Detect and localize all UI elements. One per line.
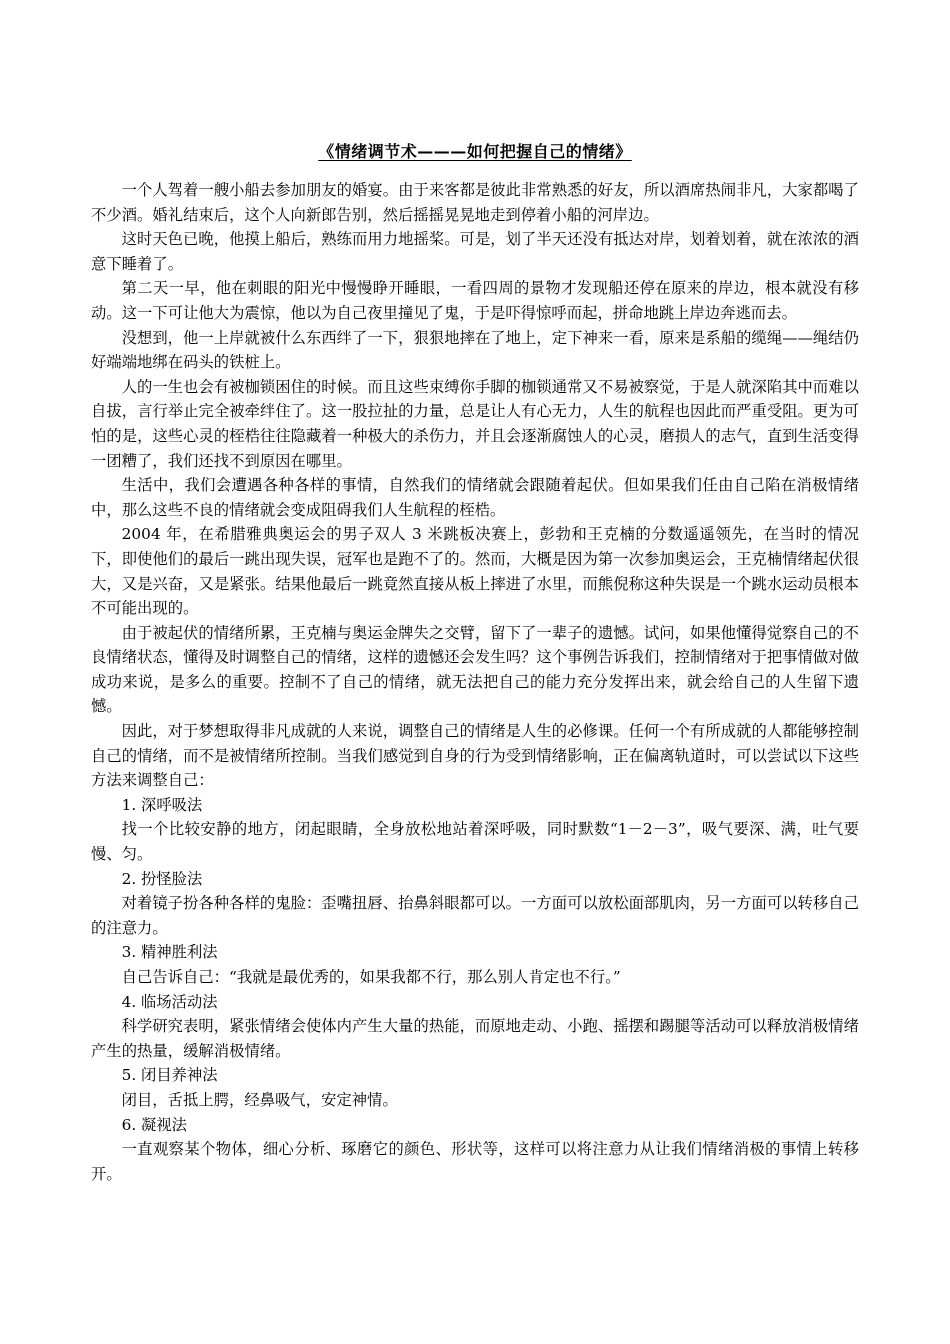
document-title: 《情绪调节术———如何把握自己的情绪》 <box>318 142 632 161</box>
paragraph: 因此，对于梦想取得非凡成就的人来说，调整自己的情绪是人生的必修课。任何一个有所成就的人都能够控制自己的情绪，而不是被情绪所控制。当我们感觉到自身的行为受到情绪影响，正在偏离轨道时，可以尝试以下这些方法来调整自己： <box>91 722 859 790</box>
method-text: 科学研究表明，紧张情绪会使体内产生大量的热能，而原地走动、小跑、摇摆和踢腿等活动可以释放消极情绪产生的热量，缓解消极情绪。 <box>91 1017 859 1060</box>
paragraph: 一个人驾着一艘小船去参加朋友的婚宴。由于来客都是彼此非常熟悉的好友，所以酒席热闹非凡，大家都喝了不少酒。婚礼结束后，这个人向新郎告别，然后摇摇晃晃地走到停着小船的河岸边。 <box>91 181 859 224</box>
method-heading: 3. 精神胜利法 <box>121 943 218 962</box>
method-heading: 4. 临场活动法 <box>121 992 218 1011</box>
paragraph: 由于被起伏的情绪所累，王克楠与奥运金牌失之交臂，留下了一辈子的遗憾。试问，如果他懂得觉察自己的不良情绪状态，懂得及时调整自己的情绪，这样的遗憾还会发生吗？这个事例告诉我们，控制情绪对于把事情做对做成功来说，是多么的重要。控制不了自己的情绪，就无法把自己的能力充分发挥出来，就会给自己的人生留下遗憾。 <box>91 623 859 716</box>
paragraph: 人的一生也会有被枷锁困住的时候。而且这些束缚你手脚的枷锁通常又不易被察觉，于是人就深陷其中而难以自拔，言行举止完全被牵绊住了。这一股拉扯的力量，总是让人有心无力，人生的航程也因此而严重受阻。更为可怕的是，这些心灵的桎梏往往隐藏着一种极大的杀伤力，并且会逐渐腐蚀人的心灵，磨损人的志气，直到生活变得一团糟了，我们还找不到原因在哪里。 <box>91 377 859 470</box>
paragraph: 第二天一早，他在刺眼的阳光中慢慢睁开睡眼，一看四周的景物才发现船还停在原来的岸边，根本就没有移动。这一下可让他大为震惊，他以为自己夜里撞见了鬼，于是吓得惊呼而起，拼命地跳上岸边奔逃而去。 <box>91 279 859 322</box>
method-text: 自己告诉自己：“我就是最优秀的，如果我都不行，那么别人肯定也不行。” <box>121 968 621 986</box>
method-heading: 1. 深呼吸法 <box>121 795 203 814</box>
paragraph: 生活中，我们会遭遇各种各样的事情，自然我们的情绪就会跟随着起伏。但如果我们任由自己陷在消极情绪中，那么这些不良的情绪就会变成阻碍我们人生航程的桎梏。 <box>91 476 859 519</box>
paragraph: 没想到，他一上岸就被什么东西绊了一下，狠狠地摔在了地上，定下神来一看，原来是系船的缆绳——绳结仍好端端地绑在码头的铁桩上。 <box>91 328 859 372</box>
method-text: 对着镜子扮各种各样的鬼脸：歪嘴扭唇、抬鼻斜眼都可以。一方面可以放松面部肌肉，另一方面可以转移自己的注意力。 <box>91 894 859 937</box>
paragraph: 2004 年，在希腊雅典奥运会的男子双人 3 米跳板决赛上，彭勃和王克楠的分数遥遥领先，在当时的情况下，即使他们的最后一跳出现失误，冠军也是跑不了的。然而，大概是因为第一次参加奥运会，王克楠情绪起伏很大，又是兴奋，又是紧张。结果他最后一跳竟然直接从板上摔进了水里，而熊倪称这种失误是一个跳水运动员根本不可能出现的。 <box>91 525 859 618</box>
method-text: 一直观察某个物体，细心分析、琢磨它的颜色、形状等，这样可以将注意力从让我们情绪消极的事情上转移开。 <box>91 1140 859 1183</box>
method-heading: 5. 闭目养神法 <box>121 1066 218 1085</box>
method-heading: 2. 扮怪脸法 <box>121 869 203 888</box>
method-text: 找一个比较安静的地方，闭起眼睛，全身放松地站着深呼吸，同时默数“1－2－3”，吸气要深、满，吐气要慢、匀。 <box>91 820 859 864</box>
method-heading: 6. 凝视法 <box>121 1115 187 1134</box>
method-text: 闭目，舌抵上腭，经鼻吸气，安定神情。 <box>121 1090 398 1109</box>
document-page <box>91 140 859 1186</box>
paragraph: 这时天色已晚，他摸上船后，熟练而用力地摇桨。可是，划了半天还没有抵达对岸，划着划着，就在浓浓的酒意下睡着了。 <box>91 230 859 273</box>
